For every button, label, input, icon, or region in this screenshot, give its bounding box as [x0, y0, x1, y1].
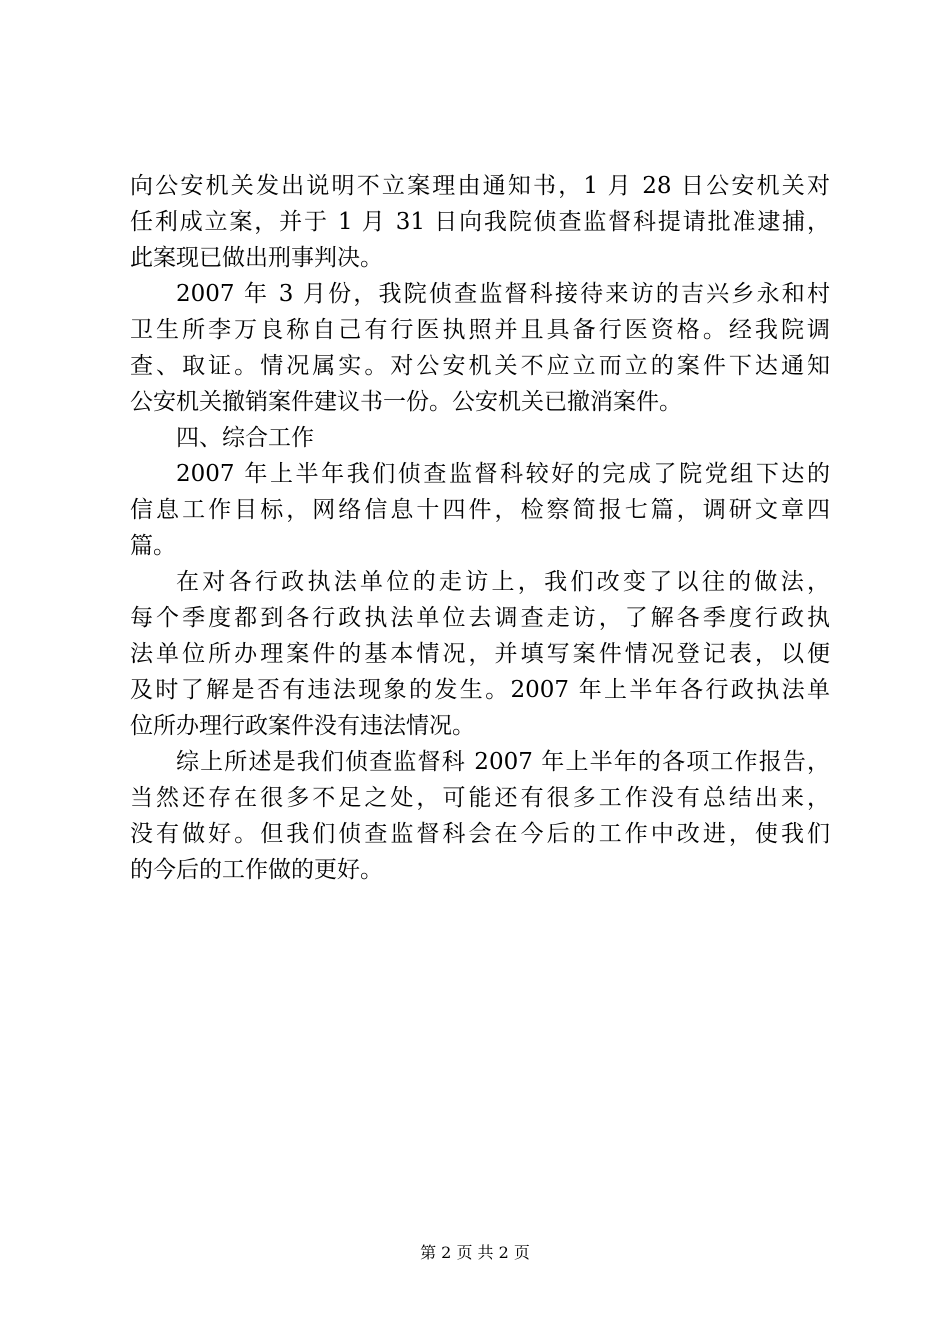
- text-line: 查、取证。情况属实。对公安机关不应立而立的案件下达通知: [130, 353, 830, 379]
- text-line: 的今后的工作做的更好。: [130, 857, 383, 883]
- text-line: 四、综合工作: [176, 425, 314, 451]
- text-line: 及时了解是否有违法现象的发生。2007 年上半年各行政执法单: [130, 677, 830, 703]
- text-line: 每个季度都到各行政执法单位去调查走访，了解各季度行政执: [130, 605, 830, 631]
- page-footer: 第 2 页 共 2 页: [420, 1243, 530, 1262]
- text-line: 当然还存在很多不足之处，可能还有很多工作没有总结出来，: [130, 785, 830, 811]
- text-line: 2007 年上半年我们侦查监督科较好的完成了院党组下达的: [176, 461, 830, 487]
- text-line: 2007 年 3 月份，我院侦查监督科接待来访的吉兴乡永和村: [176, 281, 830, 307]
- text-line: 信息工作目标，网络信息十四件，检察简报七篇，调研文章四: [130, 497, 830, 523]
- text-line: 篇。: [130, 533, 176, 559]
- text-line: 综上所述是我们侦查监督科 2007 年上半年的各项工作报告，: [176, 749, 830, 775]
- text-line: 在对各行政执法单位的走访上，我们改变了以往的做法，: [176, 569, 830, 595]
- document-body: [130, 168, 830, 888]
- text-line: 任利成立案，并于 1 月 31 日向我院侦查监督科提请批准逮捕，: [130, 209, 830, 235]
- text-line: 位所办理行政案件没有违法情况。: [130, 713, 475, 739]
- text-line: 此案现已做出刑事判决。: [130, 245, 383, 271]
- text-line: 没有做好。但我们侦查监督科会在今后的工作中改进，使我们: [130, 821, 830, 847]
- text-line: 法单位所办理案件的基本情况，并填写案件情况登记表，以便: [130, 641, 830, 667]
- text-line: 向公安机关发出说明不立案理由通知书，1 月 28 日公安机关对: [130, 173, 830, 199]
- text-line: 卫生所李万良称自己有行医执照并且具备行医资格。经我院调: [130, 317, 830, 343]
- text-line: 公安机关撤销案件建议书一份。公安机关已撤消案件。: [130, 389, 682, 415]
